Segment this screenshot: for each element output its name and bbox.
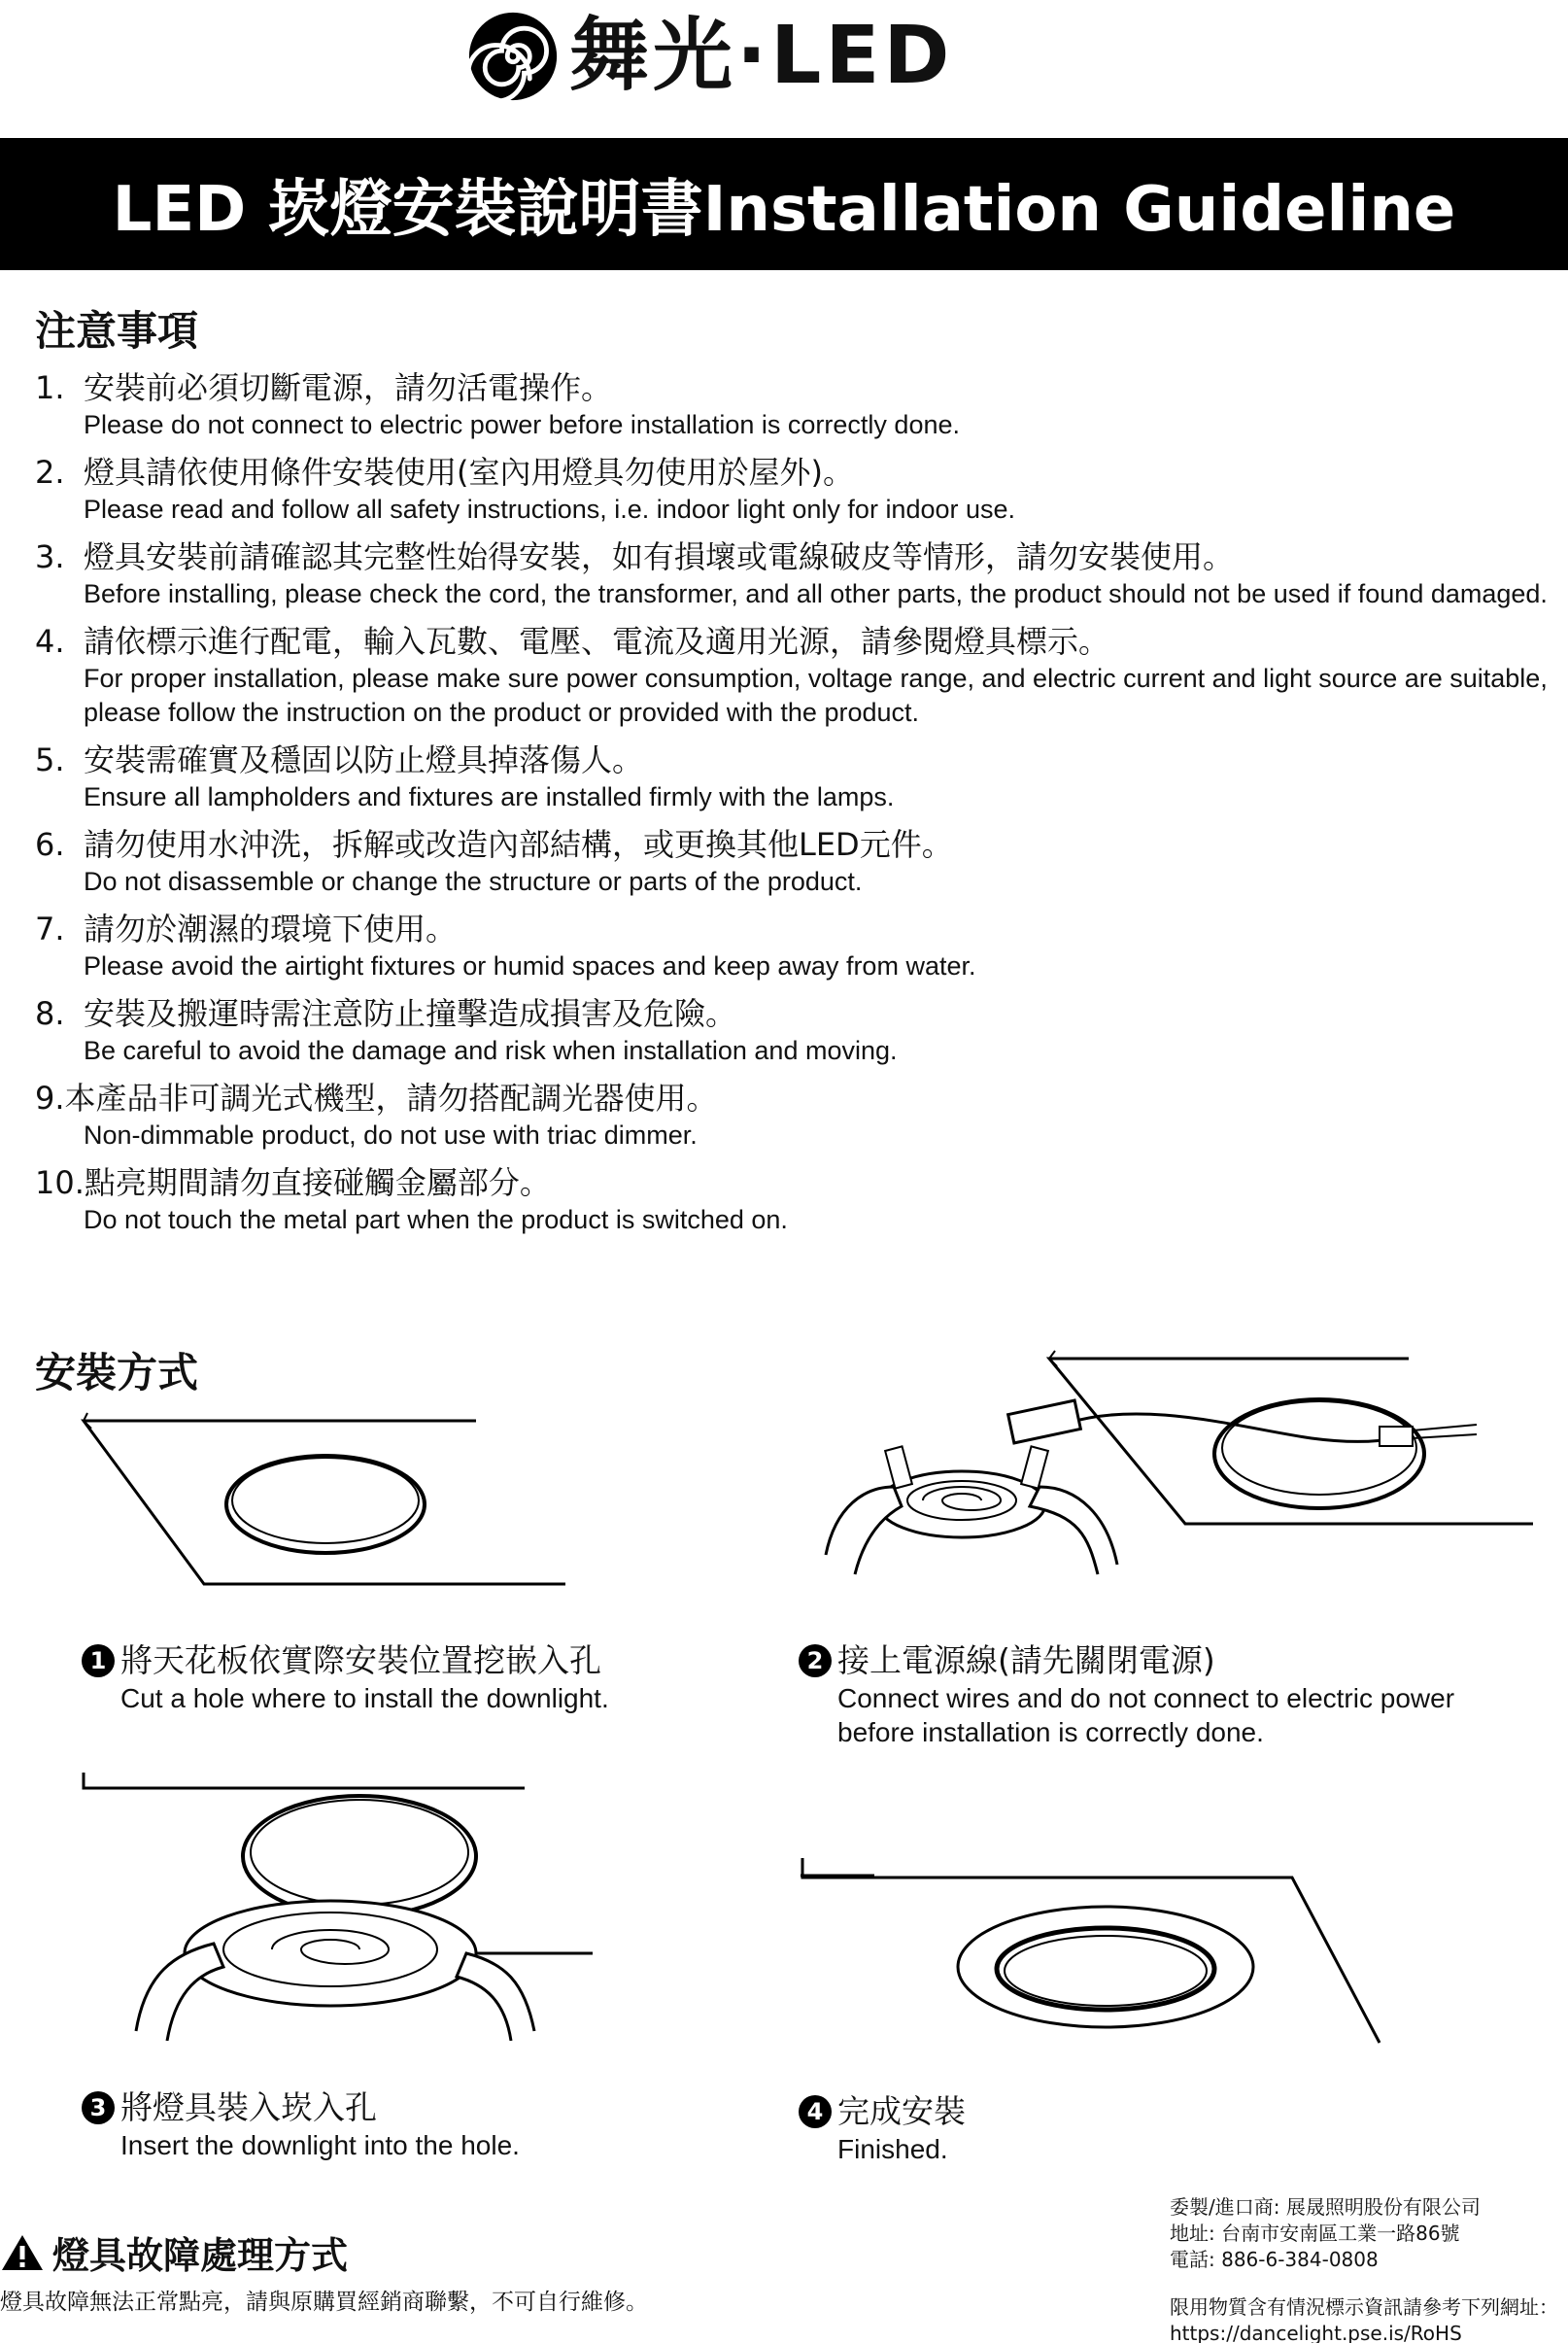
step3-diagram bbox=[78, 1759, 602, 2041]
brand-name: 舞光·LED bbox=[569, 10, 954, 102]
note-item: 3. 燈具安裝前請確認其完整性始得安裝，如有損壞或電線破皮等情形，請勿安裝使用。 Before installing, please check the cord, the transformer, and all other parts, the product should not be used if found damaged. bbox=[35, 538, 1548, 608]
note-item: 10.點亮期間請勿直接碰觸金屬部分。 Do not touch the metal part when the product is switched on. bbox=[35, 1164, 788, 1234]
spiral-logo-icon bbox=[466, 10, 560, 103]
brand-logo bbox=[466, 10, 953, 103]
note-item: 8. 安裝及搬運時需注意防止撞擊造成損害及危險。 Be careful to avoid the damage and risk when installation and moving. bbox=[35, 995, 898, 1065]
step2-diagram bbox=[797, 1341, 1554, 1584]
note-item: 7. 請勿於潮濕的環境下使用。 Please avoid the airtight fixtures or humid spaces and keep away from water. bbox=[35, 911, 976, 981]
note-item: 6. 請勿使用水沖洗，拆解或改造內部結構，或更換其他LED元件。 Do not disassemble or change the structure or parts of the product. bbox=[35, 826, 953, 896]
warning-icon bbox=[0, 2233, 45, 2272]
company-phone: 電話: 886-6-384-0808 bbox=[1170, 2248, 1379, 2271]
step3-caption: 3 將燈具裝入崁入孔 Insert the downlight into the hole. bbox=[82, 2087, 520, 2162]
company-info bbox=[1170, 2194, 1558, 2343]
step1-caption: 1 將天花板依實際安裝位置挖嵌入孔 Cut a hole where to install the downlight. bbox=[82, 1640, 609, 1715]
note-item: 1. 安裝前必須切斷電源，請勿活電操作。 Please do not connect to electric power before installation is correctly done. bbox=[35, 369, 960, 439]
title-banner bbox=[0, 138, 1568, 270]
step-badge: 4 bbox=[799, 2095, 832, 2128]
step1-diagram bbox=[78, 1399, 583, 1594]
note-item: 9.本產品非可調光式機型，請勿搭配調光器使用。 Non-dimmable product, do not use with triac dimmer. bbox=[35, 1080, 718, 1150]
note-item: 4. 請依標示進行配電，輸入瓦數、電壓、電流及適用光源，請參閱燈具標示。 For proper installation, please make sure power consumption, voltage range, and electric current and light source are suitable, please follow the instruction on the product or provided with the product. bbox=[35, 623, 1548, 727]
install-heading: 安裝方式 bbox=[35, 1349, 199, 1396]
document-title: LED 崁燈安裝說明書Installation Guideline bbox=[112, 174, 1456, 246]
trouble-heading: 燈具故障處理方式 bbox=[0, 2225, 348, 2279]
step-badge: 3 bbox=[82, 2091, 115, 2124]
step-badge: 2 bbox=[799, 1644, 832, 1677]
rohs-note: 限用物質含有情況標示資訊請參考下列網址： bbox=[1170, 2295, 1558, 2319]
company-importer: 委製/進口商: 展晟照明股份有限公司 bbox=[1170, 2195, 1481, 2219]
note-item: 2. 燈具請依使用條件安裝使用(室內用燈具勿使用於屋外)。 Please read and follow all safety instructions, i.e. indoor light only for indoor use. bbox=[35, 454, 1016, 524]
note-item: 5. 安裝需確實及穩固以防止燈具掉落傷人。 Ensure all lampholders and fixtures are installed firmly with the lamps. bbox=[35, 741, 895, 811]
step-badge: 1 bbox=[82, 1644, 115, 1677]
notes-heading: 注意事項 bbox=[35, 307, 199, 355]
step4-caption: 4 完成安裝 Finished. bbox=[799, 2091, 966, 2166]
trouble-text: 燈具故障無法正常點亮，請與原購買經銷商聯繫，不可自行維修。 bbox=[0, 2290, 648, 2315]
notes-list bbox=[35, 367, 1551, 1247]
company-address: 地址: 台南市安南區工業一路86號 bbox=[1170, 2222, 1460, 2245]
rohs-url[interactable]: https://dancelight.pse.is/RoHS bbox=[1170, 2322, 1462, 2343]
step2-caption: 2 接上電源線(請先關閉電源) Connect wires and do not connect to electric power before installation is correctly done. bbox=[799, 1640, 1454, 1749]
step4-diagram bbox=[797, 1852, 1554, 2047]
